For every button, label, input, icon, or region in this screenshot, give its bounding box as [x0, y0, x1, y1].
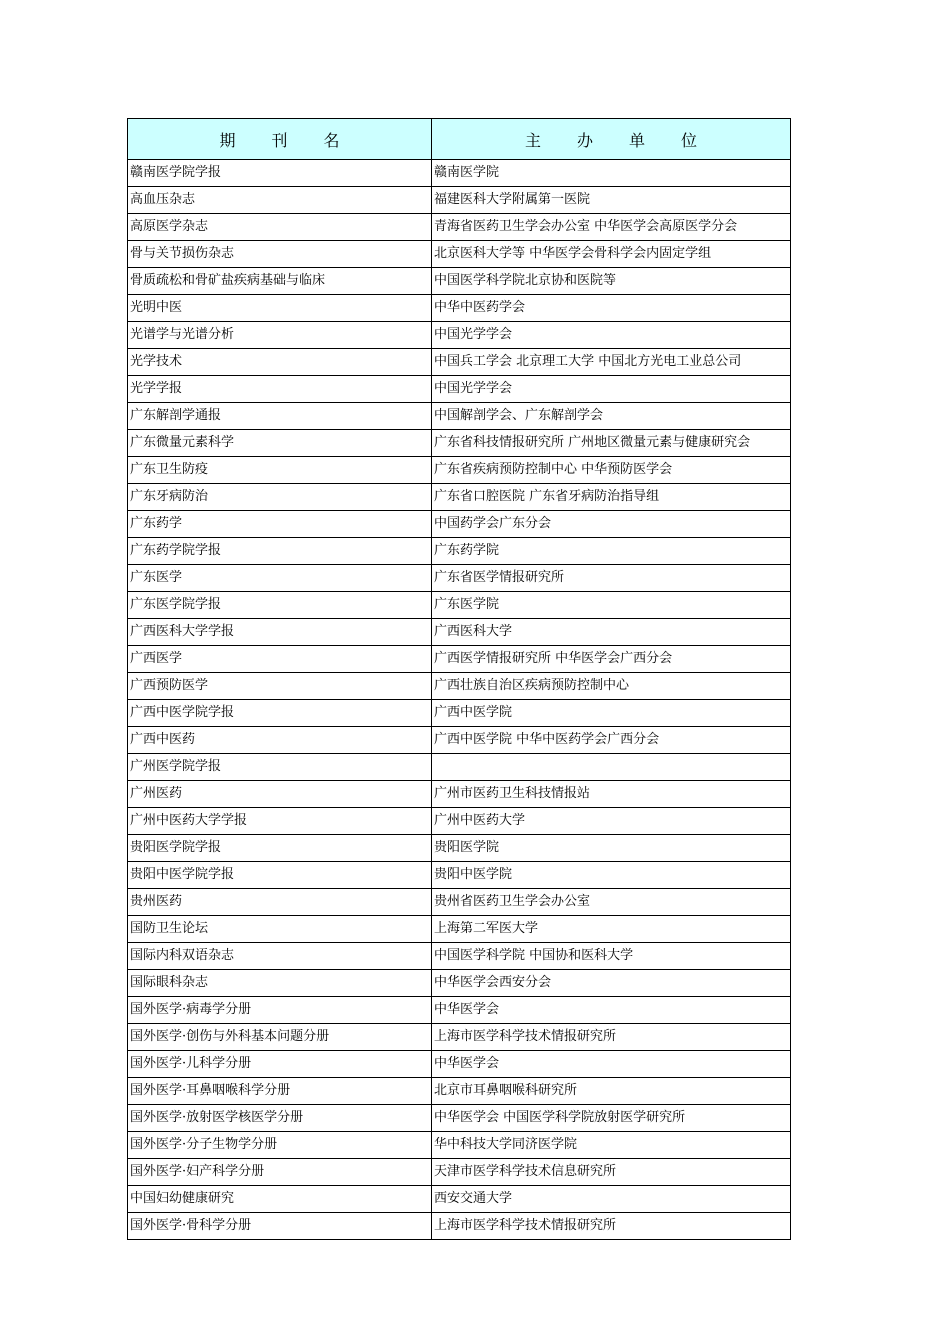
table-row: [128, 673, 791, 700]
journal-name-cell: 贵州医药: [128, 889, 432, 916]
sponsor-unit-cell: 广东省疾病预防控制中心 中华预防医学会: [432, 457, 791, 484]
journal-name-cell: 国外医学·耳鼻咽喉科学分册: [128, 1078, 432, 1105]
table-row: [128, 430, 791, 457]
sponsor-unit-cell: 中华医学会 中国医学科学院放射医学研究所: [432, 1105, 791, 1132]
journal-name-cell: 广西医科大学学报: [128, 619, 432, 646]
sponsor-unit-cell: 广东省口腔医院 广东省牙病防治指导组: [432, 484, 791, 511]
sponsor-unit-cell: 西安交通大学: [432, 1186, 791, 1213]
sponsor-unit-cell: 中华医学会: [432, 1051, 791, 1078]
journal-name-cell: 广州中医药大学学报: [128, 808, 432, 835]
sponsor-unit-cell: 中国医学科学院北京协和医院等: [432, 268, 791, 295]
sponsor-unit-cell: 中国解剖学会、广东解剖学会: [432, 403, 791, 430]
sponsor-unit-cell: 中国光学学会: [432, 322, 791, 349]
sponsor-unit-cell: 广西医科大学: [432, 619, 791, 646]
table-row: [128, 1105, 791, 1132]
sponsor-unit-cell: 福建医科大学附属第一医院: [432, 187, 791, 214]
sponsor-unit-cell: 广东医学院: [432, 592, 791, 619]
journal-name-cell: 广东药学: [128, 511, 432, 538]
journal-name-cell: 国外医学·分子生物学分册: [128, 1132, 432, 1159]
table-row: [128, 457, 791, 484]
table-row: [128, 700, 791, 727]
journal-name-cell: 广东牙病防治: [128, 484, 432, 511]
sponsor-unit-cell: 中华中医药学会: [432, 295, 791, 322]
sponsor-unit-cell: 广东省医学情报研究所: [432, 565, 791, 592]
journal-table: [127, 118, 791, 1240]
sponsor-unit-cell: 广东药学院: [432, 538, 791, 565]
header-journal-name: 期刊名: [128, 119, 432, 160]
sponsor-unit-cell: 广西壮族自治区疾病预防控制中心: [432, 673, 791, 700]
journal-name-cell: 赣南医学院学报: [128, 160, 432, 187]
sponsor-unit-cell: 贵州省医药卫生学会办公室: [432, 889, 791, 916]
sponsor-unit-cell: 中国医学科学院 中国协和医科大学: [432, 943, 791, 970]
table-row: [128, 970, 791, 997]
sponsor-unit-cell: 北京医科大学等 中华医学会骨科学会内固定学组: [432, 241, 791, 268]
journal-name-cell: 国际眼科杂志: [128, 970, 432, 997]
journal-name-cell: 国外医学·病毒学分册: [128, 997, 432, 1024]
table-row: [128, 268, 791, 295]
journal-name-cell: 中国妇幼健康研究: [128, 1186, 432, 1213]
table-row: [128, 808, 791, 835]
table-row: [128, 1186, 791, 1213]
sponsor-unit-cell: 天津市医学科学技术信息研究所: [432, 1159, 791, 1186]
journal-name-cell: 广西医学: [128, 646, 432, 673]
table-row: [128, 889, 791, 916]
journal-name-cell: 广州医药: [128, 781, 432, 808]
table-row: [128, 862, 791, 889]
table-row: [128, 349, 791, 376]
sponsor-unit-cell: 广州市医药卫生科技情报站: [432, 781, 791, 808]
journal-name-cell: 广西中医药: [128, 727, 432, 754]
table-row: [128, 187, 791, 214]
table-row: [128, 1132, 791, 1159]
table-row: [128, 727, 791, 754]
journal-name-cell: 骨与关节损伤杂志: [128, 241, 432, 268]
journal-name-cell: 国际内科双语杂志: [128, 943, 432, 970]
journal-name-cell: 广州医学院学报: [128, 754, 432, 781]
sponsor-unit-cell: 广东省科技情报研究所 广州地区微量元素与健康研究会: [432, 430, 791, 457]
journal-name-cell: 广东医学: [128, 565, 432, 592]
journal-name-cell: 贵阳中医学院学报: [128, 862, 432, 889]
journal-list-sheet: [127, 118, 790, 1240]
table-row: [128, 214, 791, 241]
table-row: [128, 943, 791, 970]
sponsor-unit-cell: 中华医学会: [432, 997, 791, 1024]
journal-name-cell: 高原医学杂志: [128, 214, 432, 241]
table-row: [128, 781, 791, 808]
table-row: [128, 484, 791, 511]
journal-name-cell: 国外医学·创伤与外科基本问题分册: [128, 1024, 432, 1051]
journal-name-cell: 骨质疏松和骨矿盐疾病基础与临床: [128, 268, 432, 295]
sponsor-unit-cell: 华中科技大学同济医学院: [432, 1132, 791, 1159]
table-row: [128, 835, 791, 862]
table-row: [128, 241, 791, 268]
table-row: [128, 916, 791, 943]
journal-name-cell: 国外医学·儿科学分册: [128, 1051, 432, 1078]
journal-name-cell: 广东药学院学报: [128, 538, 432, 565]
sponsor-unit-cell: 上海市医学科学技术情报研究所: [432, 1213, 791, 1240]
table-row: [128, 1213, 791, 1240]
journal-name-cell: 高血压杂志: [128, 187, 432, 214]
sponsor-unit-cell: 中国兵工学会 北京理工大学 中国北方光电工业总公司: [432, 349, 791, 376]
sponsor-unit-cell: 贵阳医学院: [432, 835, 791, 862]
table-row: [128, 322, 791, 349]
table-row: [128, 754, 791, 781]
journal-name-cell: 光学学报: [128, 376, 432, 403]
table-row: [128, 376, 791, 403]
journal-name-cell: 广西预防医学: [128, 673, 432, 700]
table-header-row: [128, 119, 791, 160]
table-row: [128, 1078, 791, 1105]
sponsor-unit-cell: 北京市耳鼻咽喉科研究所: [432, 1078, 791, 1105]
journal-name-cell: 广东微量元素科学: [128, 430, 432, 457]
header-sponsor-unit: 主办单位: [432, 119, 791, 160]
journal-name-cell: 广东医学院学报: [128, 592, 432, 619]
sponsor-unit-cell: 广西中医学院: [432, 700, 791, 727]
journal-name-cell: 贵阳医学院学报: [128, 835, 432, 862]
journal-name-cell: 国外医学·骨科学分册: [128, 1213, 432, 1240]
table-row: [128, 592, 791, 619]
table-row: [128, 295, 791, 322]
sponsor-unit-cell: 中国光学学会: [432, 376, 791, 403]
sponsor-unit-cell: 贵阳中医学院: [432, 862, 791, 889]
table-row: [128, 1024, 791, 1051]
journal-name-cell: 国防卫生论坛: [128, 916, 432, 943]
table-row: [128, 619, 791, 646]
journal-name-cell: 国外医学·妇产科学分册: [128, 1159, 432, 1186]
sponsor-unit-cell: [432, 754, 791, 781]
table-row: [128, 538, 791, 565]
sponsor-unit-cell: 上海市医学科学技术情报研究所: [432, 1024, 791, 1051]
sponsor-unit-cell: 广西中医学院 中华中医药学会广西分会: [432, 727, 791, 754]
journal-name-cell: 广东解剖学通报: [128, 403, 432, 430]
journal-name-cell: 光谱学与光谱分析: [128, 322, 432, 349]
table-body: [128, 160, 791, 1240]
sponsor-unit-cell: 中国药学会广东分会: [432, 511, 791, 538]
sponsor-unit-cell: 广西医学情报研究所 中华医学会广西分会: [432, 646, 791, 673]
table-row: [128, 997, 791, 1024]
journal-name-cell: 广东卫生防疫: [128, 457, 432, 484]
sponsor-unit-cell: 青海省医药卫生学会办公室 中华医学会高原医学分会: [432, 214, 791, 241]
journal-name-cell: 广西中医学院学报: [128, 700, 432, 727]
journal-name-cell: 光明中医: [128, 295, 432, 322]
journal-name-cell: 国外医学·放射医学核医学分册: [128, 1105, 432, 1132]
sponsor-unit-cell: 赣南医学院: [432, 160, 791, 187]
table-row: [128, 646, 791, 673]
sponsor-unit-cell: 广州中医药大学: [432, 808, 791, 835]
table-row: [128, 511, 791, 538]
sponsor-unit-cell: 上海第二军医大学: [432, 916, 791, 943]
table-row: [128, 403, 791, 430]
table-row: [128, 565, 791, 592]
table-row: [128, 1159, 791, 1186]
journal-name-cell: 光学技术: [128, 349, 432, 376]
table-row: [128, 160, 791, 187]
sponsor-unit-cell: 中华医学会西安分会: [432, 970, 791, 997]
table-row: [128, 1051, 791, 1078]
